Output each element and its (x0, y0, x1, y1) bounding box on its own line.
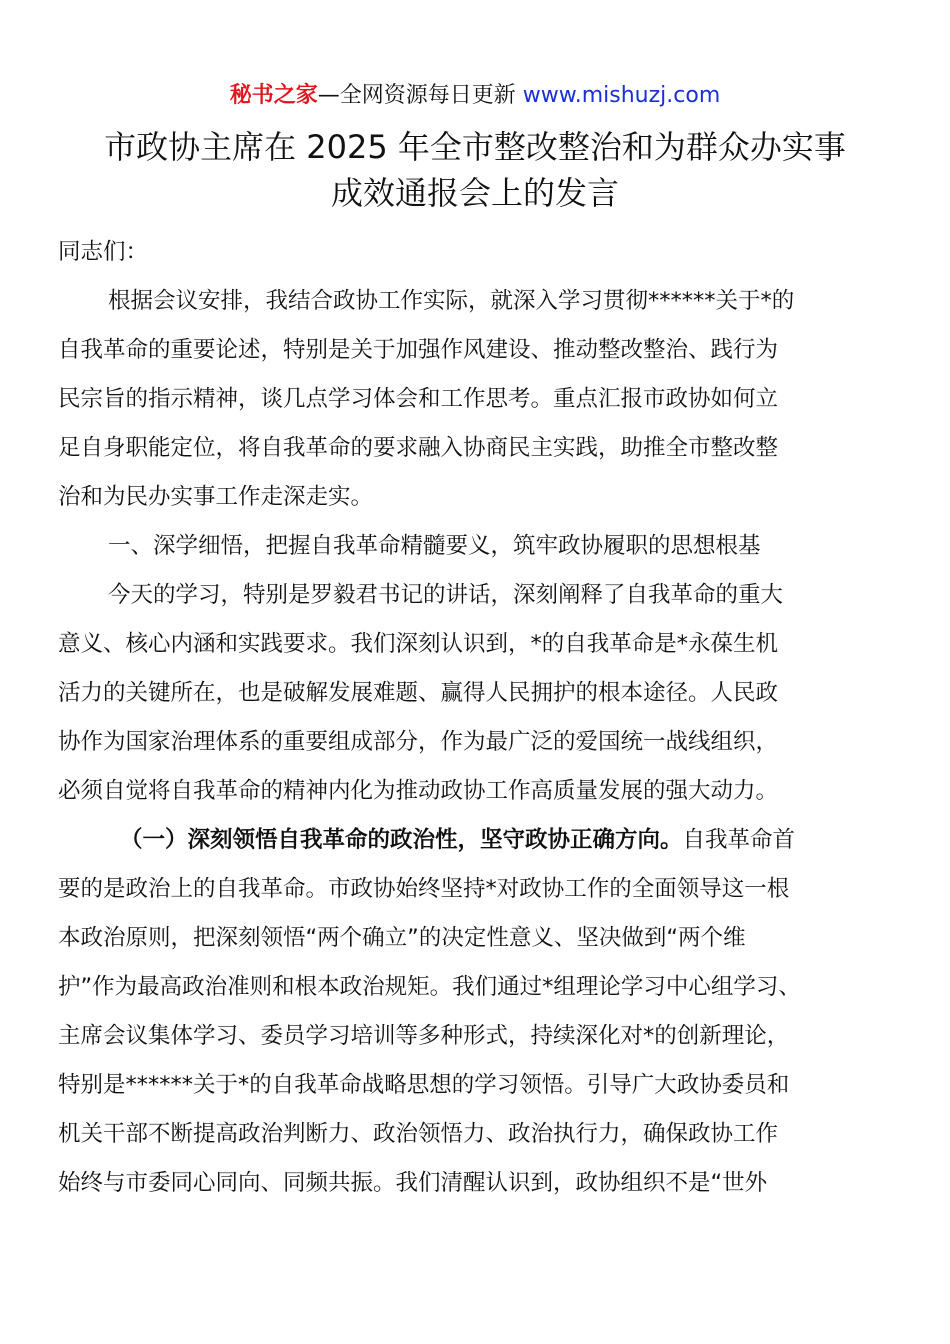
paragraph-line: 特别是******关于*的自我革命战略思想的学习领悟。引导广大政协委员和 (58, 1072, 790, 1098)
paragraph-line: 本政治原则，把深刻领悟“两个确立”的决定性意义、坚决做到“两个维 (58, 925, 746, 951)
paragraph-text: 自我革命首 (682, 827, 796, 853)
paragraph-line: 根据会议安排，我结合政协工作实际，就深入学习贯彻******关于*的 (108, 288, 795, 314)
title-line-1: 市政协主席在 2025 年全市整改整治和为群众办实事 (104, 128, 846, 166)
subsection-heading: （一）深刻领悟自我革命的政治性，坚守政协正确方向。 (120, 827, 683, 853)
paragraph-line: 自我革命的重要论述，特别是关于加强作风建设、推动整改整治、践行为 (58, 337, 779, 363)
paragraph-line: 始终与市委同心同向、同频共振。我们清醒认识到，政协组织不是“世外 (58, 1170, 768, 1196)
document-title (40, 124, 910, 216)
paragraph-line: 今天的学习，特别是罗毅君书记的讲话，深刻阐释了自我革命的重大 (108, 582, 784, 608)
section-heading: 一、深学细悟，把握自我革命精髓要义，筑牢政协履职的思想根基 (108, 533, 761, 559)
paragraph-line: 机关干部不断提高政治判断力、政治领悟力、政治执行力，确保政协工作 (58, 1121, 779, 1147)
banner-tagline: —全网资源每日更新 (317, 83, 523, 108)
paragraph-line: 主席会议集体学习、委员学习培训等多种形式，持续深化对*的创新理论， (58, 1023, 790, 1049)
paragraph-line: 要的是政治上的自我革命。市政协始终坚持*对政协工作的全面领导这一根 (58, 876, 790, 902)
banner-url[interactable]: www.mishuzj.com (522, 83, 721, 108)
paragraph-line: 活力的关键所在，也是破解发展难题、赢得人民拥护的根本途径。人民政 (58, 680, 779, 706)
salutation: 同志们： (58, 239, 149, 265)
paragraph-line: 护”作为最高政治准则和根本政治规矩。我们通过*组理论学习中心组学习、 (58, 974, 801, 1000)
paragraph-line: 必须自觉将自我革命的精神内化为推动政协工作高质量发展的强大动力。 (58, 778, 779, 804)
paragraph-line: 意义、核心内涵和实践要求。我们深刻认识到，*的自我革命是*永葆生机 (58, 631, 779, 657)
paragraph-line: 足自身职能定位，将自我革命的要求融入协商民主实践，助推全市整改整 (58, 435, 779, 461)
paragraph-line: 民宗旨的指示精神，谈几点学习体会和工作思考。重点汇报市政协如何立 (58, 386, 779, 412)
subsection-first-line (58, 816, 898, 865)
paragraph-line: 协作为国家治理体系的重要组成部分，作为最广泛的爱国统一战线组织， (58, 729, 779, 755)
title-line-2: 成效通报会上的发言 (330, 174, 619, 212)
document-body (58, 228, 898, 1208)
site-banner (0, 80, 950, 112)
paragraph-line: 治和为民办实事工作走深走实。 (58, 484, 374, 510)
banner-brand: 秘书之家 (229, 83, 318, 108)
